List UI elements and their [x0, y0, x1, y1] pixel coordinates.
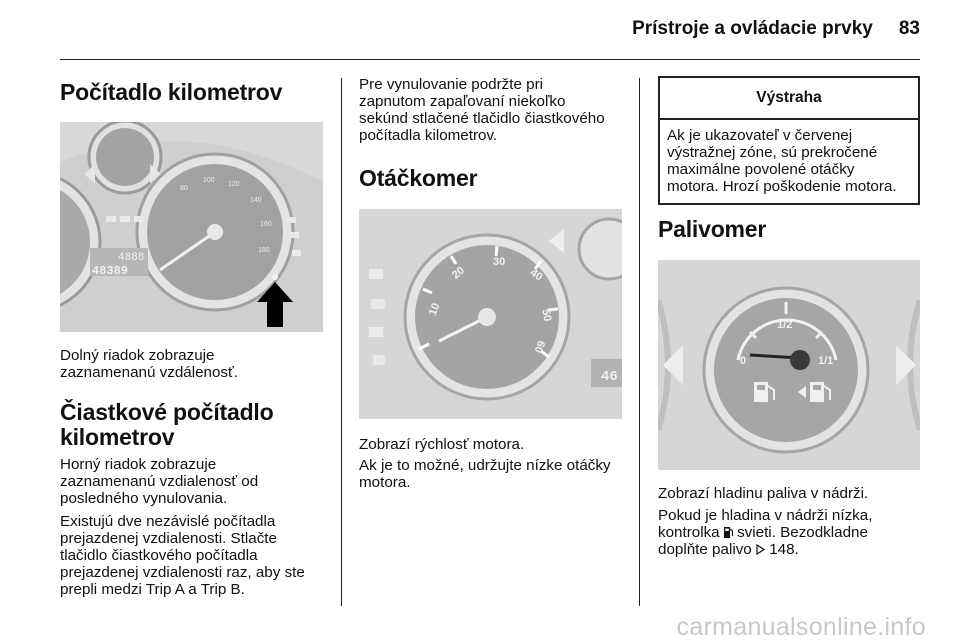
odometer-figure	[60, 122, 323, 332]
section-heading-trip-odometer: Čiastkové počítadlo kilometrov	[60, 399, 274, 450]
column-divider-left	[341, 78, 342, 606]
svg-text:10: 10	[426, 301, 443, 318]
odometer-description: Dolný riadok zobrazuje zaznamenanú vzdálenosť.	[60, 347, 238, 381]
section-heading-fuel-gauge: Palivomer	[658, 216, 767, 242]
page-title: Prístroje a ovládacie prvky	[632, 18, 873, 39]
instrument-cluster-image	[60, 122, 323, 332]
fuel-gauge-advice: Pokud je hladina v nádrži nízka, kontrolka svieti. Bezodkladne doplňte palivo 148.	[658, 507, 873, 558]
svg-text:100: 100	[203, 177, 215, 184]
fuel-warning-icon	[724, 526, 733, 539]
column-fuel	[658, 70, 920, 558]
reset-instructions: Pre vynulovanie podržte pri zapnutom zapaľovaní niekoľko sekúnd stlačené tlačidlo čiastkového počítadla kilometrov.	[359, 76, 605, 144]
svg-text:160: 160	[260, 221, 272, 228]
watermark: carmanualsonline.info	[676, 613, 926, 641]
tachometer-image	[359, 209, 622, 419]
warning-text: Ak je ukazovateľ v červenej výstražnej zóne, sú prekročené maximálne povolené otáčky motora. Hrozí poškodenie motora.	[667, 127, 897, 195]
page-number: 83	[898, 18, 920, 39]
odometer-trip-digits: 4888	[118, 252, 145, 264]
section-heading-tachometer: Otáčkomer	[359, 165, 478, 191]
svg-text:0: 0	[740, 355, 747, 367]
svg-text:30: 30	[493, 256, 506, 268]
page-header	[0, 18, 920, 48]
warning-title: Výstraha	[660, 78, 918, 120]
section-heading-odometer: Počítadlo kilometrov	[60, 79, 283, 105]
svg-text:180: 180	[258, 247, 270, 254]
svg-text:40: 40	[527, 266, 545, 284]
tachometer-description: Zobrazí rýchlosť motora.	[359, 436, 525, 453]
header-rule	[60, 59, 920, 60]
svg-text:1/2: 1/2	[777, 319, 793, 331]
column-odometer	[60, 70, 325, 598]
tachometer-advice: Ak je to možné, udržujte nízke otáčky motora.	[359, 457, 611, 491]
svg-text:50: 50	[539, 308, 554, 323]
warning-box	[658, 76, 920, 205]
svg-text:46: 46	[601, 369, 618, 385]
fuel-gauge-figure	[658, 260, 920, 470]
odometer-total-digits: 48389	[92, 264, 129, 278]
column-tachometer	[359, 70, 624, 491]
svg-text:20: 20	[449, 264, 468, 282]
fuel-gauge-image	[658, 260, 920, 470]
tachometer-figure	[359, 209, 622, 419]
fuel-gauge-description: Zobrazí hladinu paliva v nádrži.	[658, 485, 869, 502]
column-divider-right	[639, 78, 640, 606]
svg-text:80: 80	[180, 185, 188, 192]
svg-text:1/1: 1/1	[818, 355, 834, 367]
trip-odometer-instructions: Existujú dve nezávislé počítadla prejazdenej vzdialenosti. Stlačte tlačidlo čiastkového počítadla prejazdenej vzdialenosti raz, aby ste prepli medzi Trip A a Trip B.	[60, 513, 305, 598]
svg-text:120: 120	[228, 181, 240, 188]
page-reference-link[interactable]: 148.	[769, 541, 799, 558]
page-reference-icon	[756, 544, 765, 555]
svg-text:60: 60	[531, 338, 548, 355]
trip-odometer-description: Horný riadok zobrazuje zaznamenanú vzdialenosť od posledného vynulovania.	[60, 456, 259, 507]
svg-text:140: 140	[250, 197, 262, 204]
